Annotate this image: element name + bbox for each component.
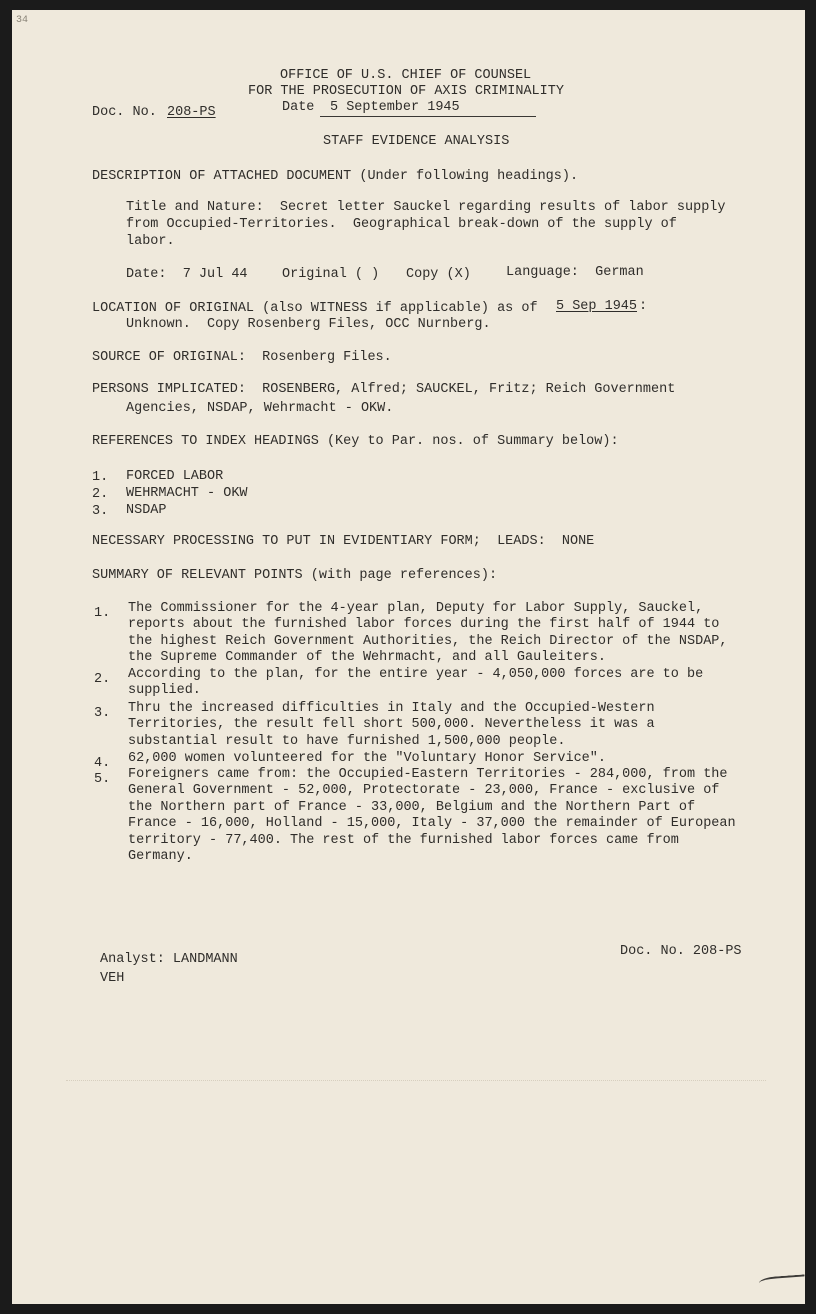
page-curl: [759, 1274, 806, 1291]
summary-num: 3.: [94, 706, 111, 721]
persons-line2: Agencies, NSDAP, Wehrmacht - OKW.: [126, 401, 394, 416]
header-prosecution: FOR THE PROSECUTION OF AXIS CRIMINALITY: [248, 84, 564, 99]
reference-item: WEHRMACHT - OKW: [126, 486, 248, 501]
source-of-original: SOURCE OF ORIGINAL: Rosenberg Files.: [92, 350, 392, 365]
summary-num: 5.: [94, 772, 111, 787]
analyst-initials: VEH: [100, 971, 125, 986]
corner-mark: 34: [16, 15, 29, 26]
location-label: LOCATION OF ORIGINAL (also WITNESS if applicable) as of: [92, 301, 538, 316]
meta-copy: Copy (X): [406, 267, 471, 282]
header-office: OFFICE OF U.S. CHIEF OF COUNSEL: [280, 68, 532, 83]
analyst: Analyst: LANDMANN: [100, 952, 238, 967]
title-nature-line2: from Occupied-Territories. Geographical break-down of the supply of: [126, 217, 677, 232]
reference-num: 2.: [92, 487, 109, 502]
summary-item: 62,000 women volunteered for the "Voluntary Honor Service".: [128, 751, 606, 766]
meta-original: Original ( ): [282, 267, 380, 282]
summary-item: Thru the increased difficulties in Italy and the Occupied-Western Territories, the result fell short 500,000. Nevertheless it was a substantial result to have furnished 1,500,000 people.: [128, 701, 655, 749]
meta-date: Date: 7 Jul 44: [126, 267, 248, 282]
fold-line: [66, 1080, 766, 1082]
references-label: REFERENCES TO INDEX HEADINGS (Key to Par. nos. of Summary below):: [92, 434, 619, 449]
date-value: 5 September 1945: [330, 100, 460, 115]
summary-item: The Commissioner for the 4-year plan, Deputy for Labor Supply, Sauckel, reports about the furnished labor forces during the first half of 1944 to the highest Reich Government Authorities, the Reich Director of the NSDAP, the Supreme Commander of the Wehrmacht, and all Gauleiters.: [128, 601, 728, 666]
reference-item: FORCED LABOR: [126, 469, 224, 484]
location-as-of: 5 Sep 1945: [556, 299, 638, 314]
reference-num: 1.: [92, 470, 109, 485]
summary-num: 4.: [94, 756, 111, 771]
reference-item: NSDAP: [126, 503, 167, 518]
doc-number: 208-PS: [167, 105, 216, 120]
title-nature-line3: labor.: [126, 234, 175, 249]
summary-item: According to the plan, for the entire year - 4,050,000 forces are to be supplied.: [128, 667, 704, 699]
summary-num: 2.: [94, 672, 111, 687]
description-label: DESCRIPTION OF ATTACHED DOCUMENT (Under following headings).: [92, 169, 579, 184]
meta-language: Language: German: [506, 265, 644, 280]
document-page: [12, 10, 805, 1304]
date-label: Date: [282, 100, 315, 115]
summary-num: 1.: [94, 606, 111, 621]
persons-line1: PERSONS IMPLICATED: ROSENBERG, Alfred; SAUCKEL, Fritz; Reich Government: [92, 382, 676, 397]
processing-leads: NECESSARY PROCESSING TO PUT IN EVIDENTIARY FORM; LEADS: NONE: [92, 534, 595, 549]
title-nature-line1: Title and Nature: Secret letter Sauckel regarding results of labor supply: [126, 200, 726, 215]
reference-num: 3.: [92, 504, 109, 519]
location-colon: :: [639, 299, 648, 314]
footer-doc-number: Doc. No. 208-PS: [620, 944, 742, 959]
location-detail: Unknown. Copy Rosenberg Files, OCC Nurnberg.: [126, 317, 491, 332]
summary-item: Foreigners came from: the Occupied-Eastern Territories - 284,000, from the General Government - 52,000, Protectorate - 23,000, France - exclusive of the Northern part of France - 33,000, Belgium and the Northern Part of France - 16,000, Holland - 15,000, Italy - 37,000 the remainder of European territory - 77,400. The rest of the furnished labor forces came from Germany.: [128, 767, 736, 865]
heading: STAFF EVIDENCE ANALYSIS: [323, 134, 510, 149]
date-underline: [320, 116, 536, 117]
summary-label: SUMMARY OF RELEVANT POINTS (with page references):: [92, 568, 498, 583]
doc-number-label: Doc. No.: [92, 105, 157, 120]
